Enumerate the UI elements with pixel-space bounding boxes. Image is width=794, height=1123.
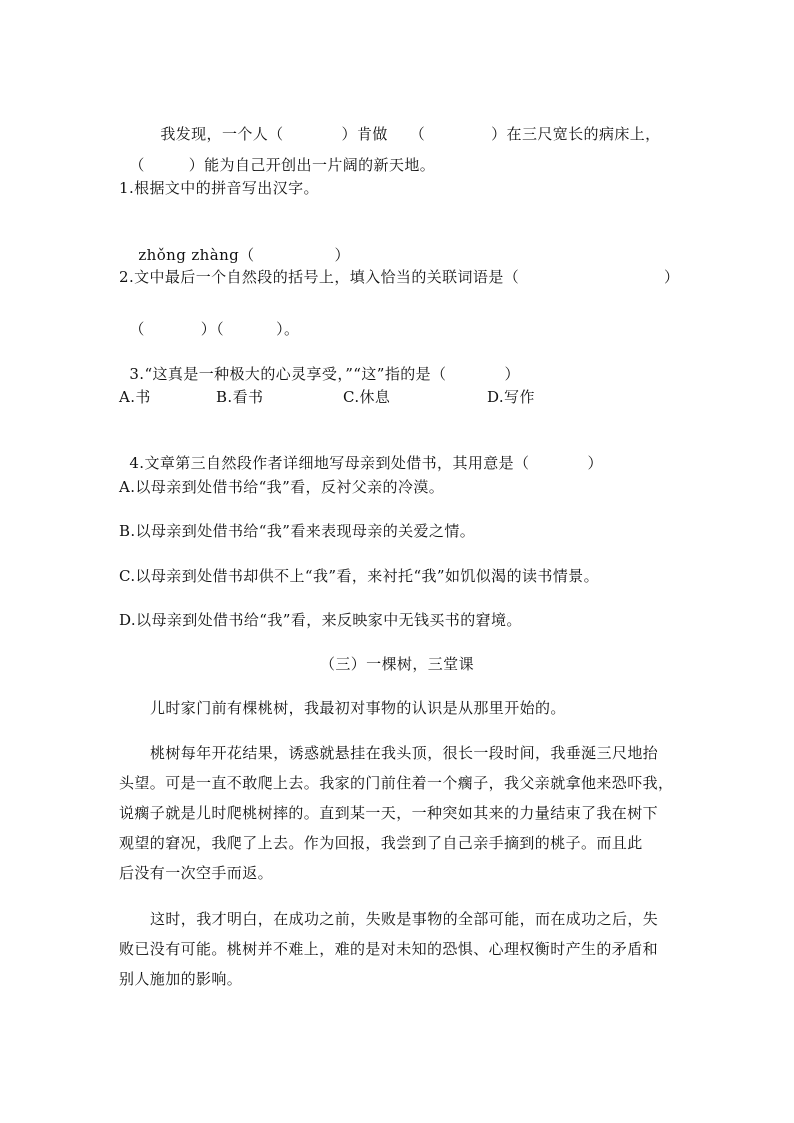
passage-p2-line-2: 头望。可是一直不敢爬上去。我家的门前住着一个瘸子，我父亲就拿他来恐吓我， [119,774,674,792]
q3-prompt-text: 3.“这真是一种极大的心灵享受，”“这”指的是（ [129,365,447,383]
passage-p3-line-1: 这时，我才明白，在成功之前，失败是事物的全部可能，而在成功之后，失 [150,910,659,928]
q2-line2-c: ）。 [276,320,300,338]
intro-line-1-part-b: ）肯做 [341,125,388,143]
passage-p2-line-1: 桃树每年开花结果，诱惑就悬挂在我头顶，很长一段时间，我垂涎三尺地抬 [150,744,659,762]
question-3-option-a: A.书 [119,388,151,406]
pinyin-text: zhǒng zhàng（ [138,246,255,264]
question-4-prompt [119,430,603,474]
question-1-pinyin [128,222,350,266]
question-3-option-b: B.看书 [216,388,264,406]
intro-line-1-part-c: （ [409,125,426,143]
q4-close: ） [587,454,603,472]
passage-p2-line-3: 说瘸子就是儿时爬桃树摔的。直到某一天，一种突如其来的力量结束了我在树下 [119,804,659,822]
question-4-option-b: B.以母亲到处借书给“我”看来表现母亲的关爱之情。 [119,522,476,540]
passage-title: （三）一棵树，三堂课 [319,655,474,673]
question-3-option-d: D.写作 [487,388,535,406]
passage-paragraph-1: 儿时家门前有棵桃树，我最初对事物的认识是从那里开始的。 [150,699,566,717]
question-2-prompt: 2.文中最后一个自然段的括号上，填入恰当的关联词语是（ [119,268,520,286]
intro-line-1-part-d: ）在三尺宽长的病床上， [491,125,661,143]
question-4-option-a: A.以母亲到处借书给“我”看，反衬父亲的冷漠。 [119,478,445,496]
intro-line-2-part-b: ）能为自己开创出一片阔的新天地。 [188,156,436,174]
question-2-line-2 [119,296,299,340]
passage-p3-line-3: 别人施加的影响。 [119,970,243,988]
question-3-prompt [119,341,520,385]
passage-p2-line-4: 观望的窘况，我爬了上去。作为回报，我尝到了自己亲手摘到的桃子。而且此 [119,834,643,852]
question-4-option-c: C.以母亲到处借书却供不上“我”看，来衬托“我”如饥似渴的读书情景。 [119,567,599,585]
question-3-option-c: C.休息 [343,388,391,406]
question-4-option-d: D.以母亲到处借书给“我”看，来反映家中无钱买书的窘境。 [119,611,522,629]
q3-close: ） [504,365,520,383]
q4-prompt-text: 4.文章第三自然段作者详细地写母亲到处借书，其用意是（ [129,454,530,472]
intro-line-2-part-a: （ [129,156,145,174]
passage-p2-line-5: 后没有一次空手而返。 [119,864,274,882]
pinyin-close: ） [334,246,350,264]
passage-p3-line-2: 败已没有可能。桃树并不难上，难的是对未知的恐惧、心理权衡时产生的矛盾和 [119,940,659,958]
intro-line-2 [119,132,435,176]
question-1-prompt: 1.根据文中的拼音写出汉字。 [119,179,319,197]
q2-line2-b: ）（ [200,320,225,338]
intro-line-1-part-a: 我发现，一个人（ [160,125,284,143]
question-2-close: ） [664,268,680,286]
q2-line2-a: （ [129,320,145,338]
